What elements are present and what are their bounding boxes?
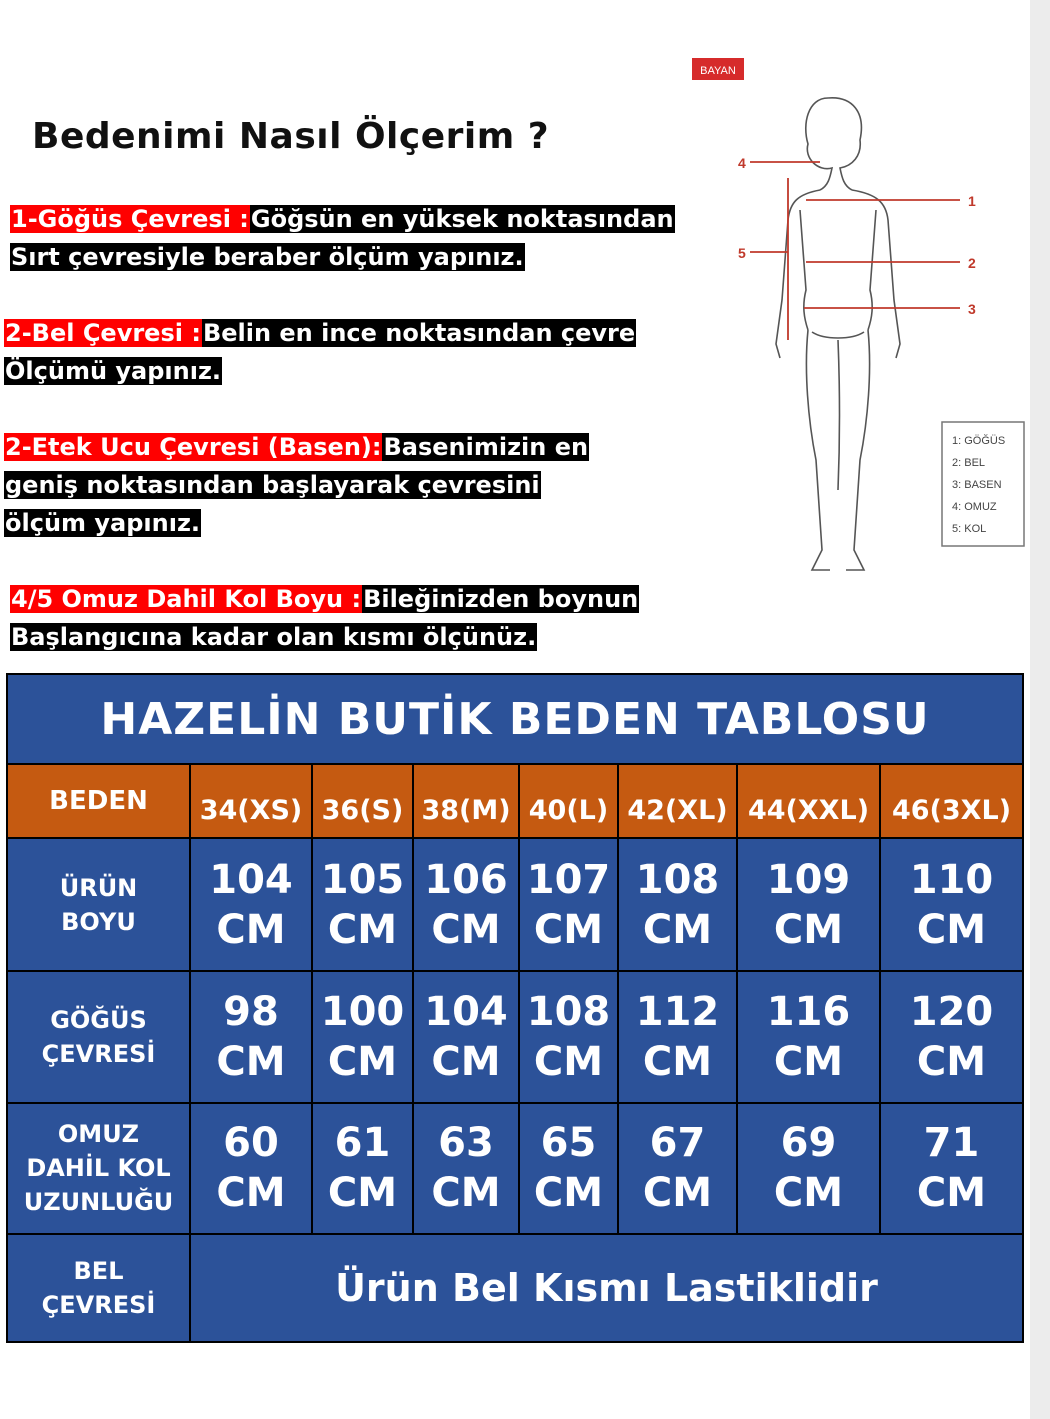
guide-item-text: ölçüm yapınız. <box>5 509 201 537</box>
table-cell: 67 CM <box>618 1103 737 1233</box>
table-cell: 60 CM <box>190 1103 312 1233</box>
header-label: BEDEN <box>7 764 190 838</box>
table-cell: 69 CM <box>737 1103 880 1233</box>
size-chart-title: HAZELİN BUTİK BEDEN TABLOSU <box>7 674 1023 764</box>
table-cell: 71 CM <box>880 1103 1023 1233</box>
table-cell: 100 CM <box>312 971 413 1103</box>
guide-item-chest <box>10 200 675 276</box>
guide-item-text: Göğsün en yüksek noktasından <box>250 205 674 233</box>
row-label: OMUZ DAHİL KOL UZUNLUĞU <box>7 1103 190 1233</box>
guide-item-label: 2-Etek Ucu Çevresi (Basen): <box>5 433 382 461</box>
table-cell: 63 CM <box>413 1103 519 1233</box>
waist-note: Ürün Bel Kısmı Lastiklidir <box>190 1234 1023 1342</box>
guide-item-text: Sırt çevresiyle beraber ölçüm yapınız. <box>11 243 524 271</box>
size-header: 42(XL) <box>618 764 737 838</box>
guide-item-text: Belin en ince noktasından çevre <box>202 319 636 347</box>
table-cell: 105 CM <box>312 838 413 970</box>
guide-item-text: Basenimizin en <box>383 433 589 461</box>
table-cell: 120 CM <box>880 971 1023 1103</box>
size-header: 44(XXL) <box>737 764 880 838</box>
legend-item: 5: KOL <box>952 523 987 535</box>
page-edge <box>1030 0 1050 1419</box>
guide-item-text: Ölçümü yapınız. <box>5 357 222 385</box>
legend-item: 2: BEL <box>952 457 986 469</box>
marker-3: 3 <box>968 301 976 317</box>
body-measurement-figure <box>680 40 1030 600</box>
table-row-length <box>7 838 1023 970</box>
guide-item-waist <box>4 314 636 390</box>
guide-title: Bedenimi Nasıl Ölçerim ? <box>32 116 550 157</box>
size-chart-table <box>6 673 1024 1343</box>
guide-item-text: Bileğinizden boynun <box>363 585 639 613</box>
row-label: ÜRÜN BOYU <box>7 838 190 970</box>
table-cell: 108 CM <box>618 838 737 970</box>
size-header: 36(S) <box>312 764 413 838</box>
badge-label: BAYAN <box>700 65 736 77</box>
table-cell: 110 CM <box>880 838 1023 970</box>
size-header-row <box>7 764 1023 838</box>
table-cell: 106 CM <box>413 838 519 970</box>
legend-item: 3: BASEN <box>952 479 1002 491</box>
marker-4: 4 <box>738 155 746 171</box>
table-row-chest <box>7 971 1023 1103</box>
marker-1: 1 <box>968 193 976 209</box>
legend-item: 1: GÖĞÜS <box>952 435 1006 447</box>
table-cell: 107 CM <box>519 838 618 970</box>
guide-item-arm <box>10 580 639 656</box>
guide-item-label: 4/5 Omuz Dahil Kol Boyu : <box>11 585 362 613</box>
table-cell: 65 CM <box>519 1103 618 1233</box>
table-cell: 98 CM <box>190 971 312 1103</box>
marker-5: 5 <box>738 245 746 261</box>
size-header: 40(L) <box>519 764 618 838</box>
table-cell: 104 CM <box>190 838 312 970</box>
guide-item-text: geniş noktasından başlayarak çevresini <box>5 471 540 499</box>
guide-item-text: Başlangıcına kadar olan kısmı ölçünüz. <box>11 623 537 651</box>
table-cell: 104 CM <box>413 971 519 1103</box>
table-cell: 61 CM <box>312 1103 413 1233</box>
row-label: GÖĞÜS ÇEVRESİ <box>7 971 190 1103</box>
size-header: 38(M) <box>413 764 519 838</box>
row-label: BEL ÇEVRESİ <box>7 1234 190 1342</box>
guide-item-hip <box>4 428 589 542</box>
marker-2: 2 <box>968 255 976 271</box>
legend-item: 4: OMUZ <box>952 501 997 513</box>
table-row-waist <box>7 1234 1023 1342</box>
guide-item-label: 2-Bel Çevresi : <box>5 319 201 347</box>
woman-outline-icon <box>776 98 900 570</box>
table-cell: 109 CM <box>737 838 880 970</box>
guide-item-label: 1-Göğüs Çevresi : <box>11 205 249 233</box>
size-header: 46(3XL) <box>880 764 1023 838</box>
table-cell: 116 CM <box>737 971 880 1103</box>
table-cell: 112 CM <box>618 971 737 1103</box>
table-cell: 108 CM <box>519 971 618 1103</box>
size-header: 34(XS) <box>190 764 312 838</box>
table-row-arm <box>7 1103 1023 1233</box>
measurement-lines <box>750 162 960 340</box>
